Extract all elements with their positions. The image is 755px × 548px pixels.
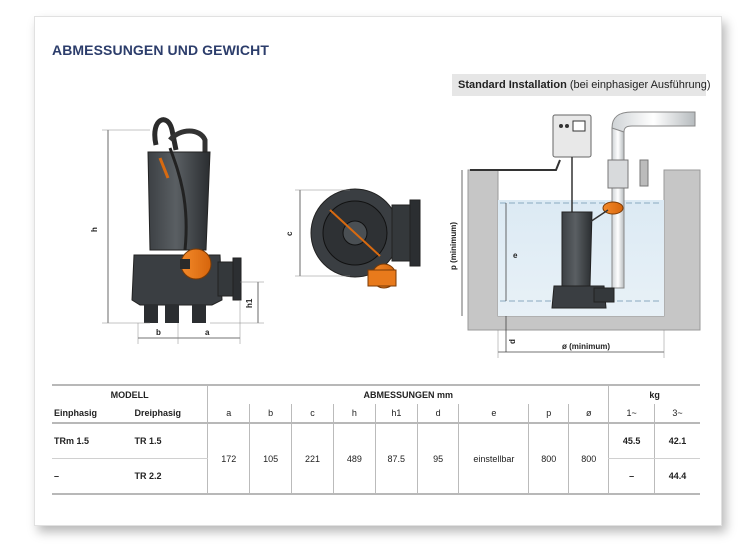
specification-table	[52, 384, 700, 495]
dim-h1-label: h1	[245, 298, 254, 308]
col-b: b	[250, 404, 292, 423]
col-group-model: MODELL	[52, 385, 208, 404]
caption-bold: Standard Installation	[458, 79, 567, 91]
col-d: d	[417, 404, 459, 423]
cell-kg-3: 44.4	[655, 459, 700, 495]
col-group-weight: kg	[609, 385, 700, 404]
page-title: ABMESSUNGEN UND GEWICHT	[52, 42, 269, 58]
col-p: p	[529, 404, 569, 423]
cell-c: 221	[292, 423, 334, 494]
caption-note: (bei einphasiger Ausführung)	[569, 79, 711, 91]
dim-e-label: e	[513, 251, 518, 260]
cell-dreiphasig: TR 2.2	[132, 459, 207, 495]
dim-p-label: p (minimum)	[449, 222, 458, 270]
dim-a-label: a	[205, 328, 210, 337]
dim-d-label: d	[508, 339, 517, 344]
col-c: c	[292, 404, 334, 423]
col-kg-3: 3~	[655, 404, 700, 423]
col-group-dimensions: ABMESSUNGEN mm	[208, 385, 609, 404]
col-e: e	[459, 404, 529, 423]
cell-kg-3: 42.1	[655, 423, 700, 459]
dim-h-label: h	[90, 227, 99, 232]
cell-p: 800	[529, 423, 569, 494]
cell-kg-1: 45.5	[609, 423, 655, 459]
col-einphasig: Einphasig	[52, 404, 132, 423]
cell-d: 95	[417, 423, 459, 494]
col-h1: h1	[375, 404, 417, 423]
cell-einphasig: TRm 1.5	[52, 423, 132, 459]
pump-side-view	[90, 120, 264, 344]
cell-e: einstellbar	[459, 423, 529, 494]
table-row	[52, 423, 700, 459]
pump-top-view	[285, 189, 420, 288]
cell-h: 489	[333, 423, 375, 494]
cell-b: 105	[250, 423, 292, 494]
col-diameter: ø	[569, 404, 609, 423]
cell-kg-1: –	[609, 459, 655, 495]
col-kg-1: 1~	[609, 404, 655, 423]
dim-diameter-label: ø (minimum)	[562, 342, 610, 351]
dim-b-label: b	[156, 328, 161, 337]
cell-dreiphasig: TR 1.5	[132, 423, 207, 459]
cell-diameter: 800	[569, 423, 609, 494]
cell-h1: 87.5	[375, 423, 417, 494]
col-h: h	[333, 404, 375, 423]
cell-einphasig: –	[52, 459, 132, 495]
cell-a: 172	[208, 423, 250, 494]
col-dreiphasig: Dreiphasig	[132, 404, 207, 423]
installation-diagram	[449, 112, 700, 358]
col-a: a	[208, 404, 250, 423]
dim-c-label: c	[285, 231, 294, 236]
